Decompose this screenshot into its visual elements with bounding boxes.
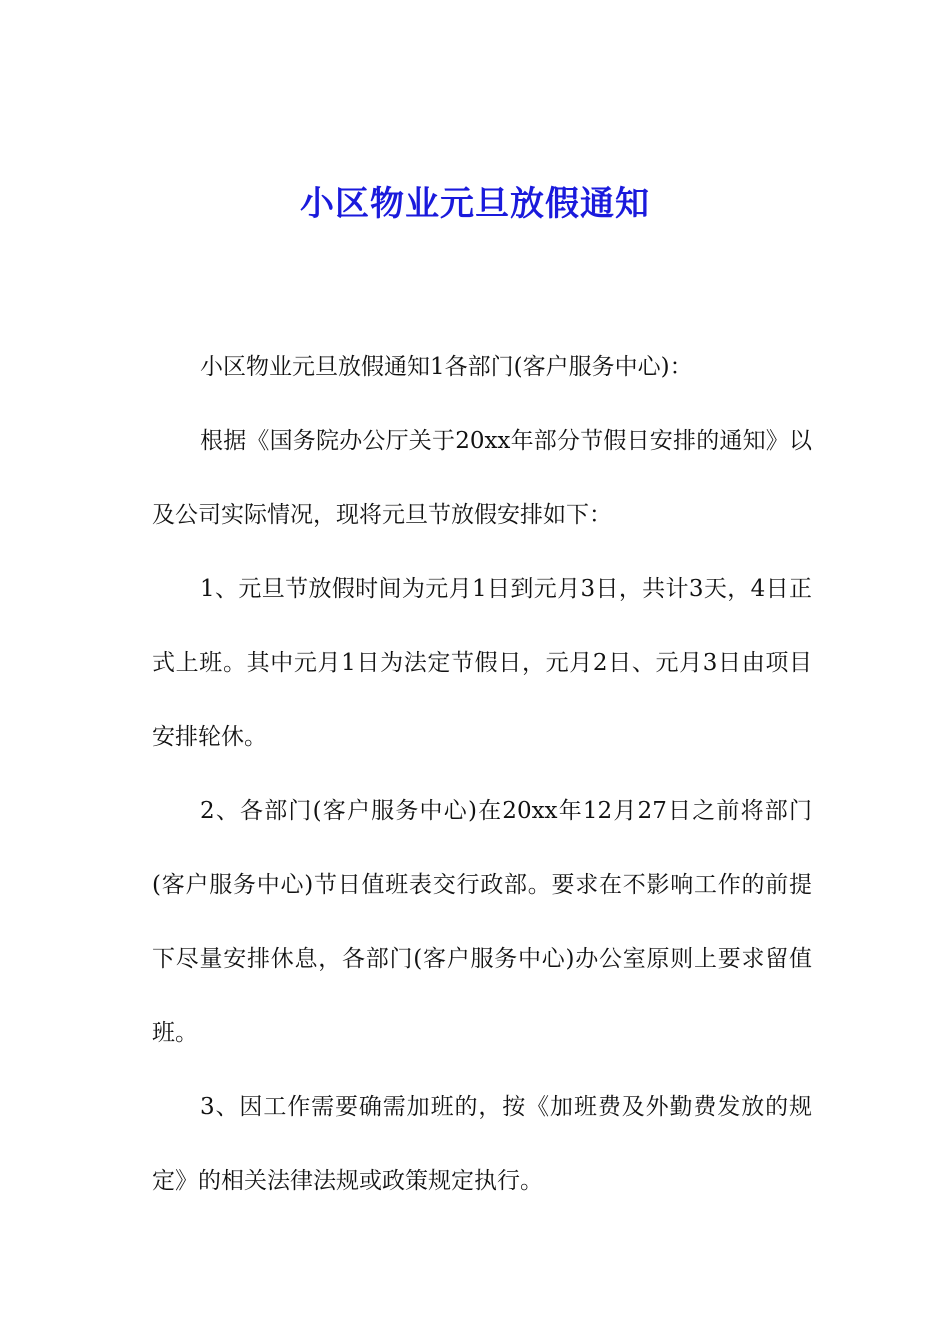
paragraph-greeting: 小区物业元旦放假通知1各部门(客户服务中心)： [200, 354, 693, 380]
document-title: 小区物业元旦放假通知 [300, 184, 650, 224]
paragraph-item-2: 2、各部门(客户服务中心)在20xx年12月27日之前将部门(客户服务中心)节日值班表交行政部。要求在不影响工作的前提下尽量安排休息，各部门(客户服务中心)办公室原则上要求留值班。 [152, 798, 812, 1046]
paragraph-item-1: 1、元旦节放假时间为元月1日到元月3日，共计3天，4日正式上班。其中元月1日为法定节假日，元月2日、元月3日由项目安排轮休。 [152, 576, 812, 750]
document-body [152, 330, 812, 1218]
paragraph-intro: 根据《国务院办公厅关于20xx年部分节假日安排的通知》以及公司实际情况，现将元旦节放假安排如下： [152, 428, 812, 528]
paragraph-item-3: 3、因工作需要确需加班的，按《加班费及外勤费发放的规定》的相关法律法规或政策规定执行。 [152, 1094, 812, 1194]
